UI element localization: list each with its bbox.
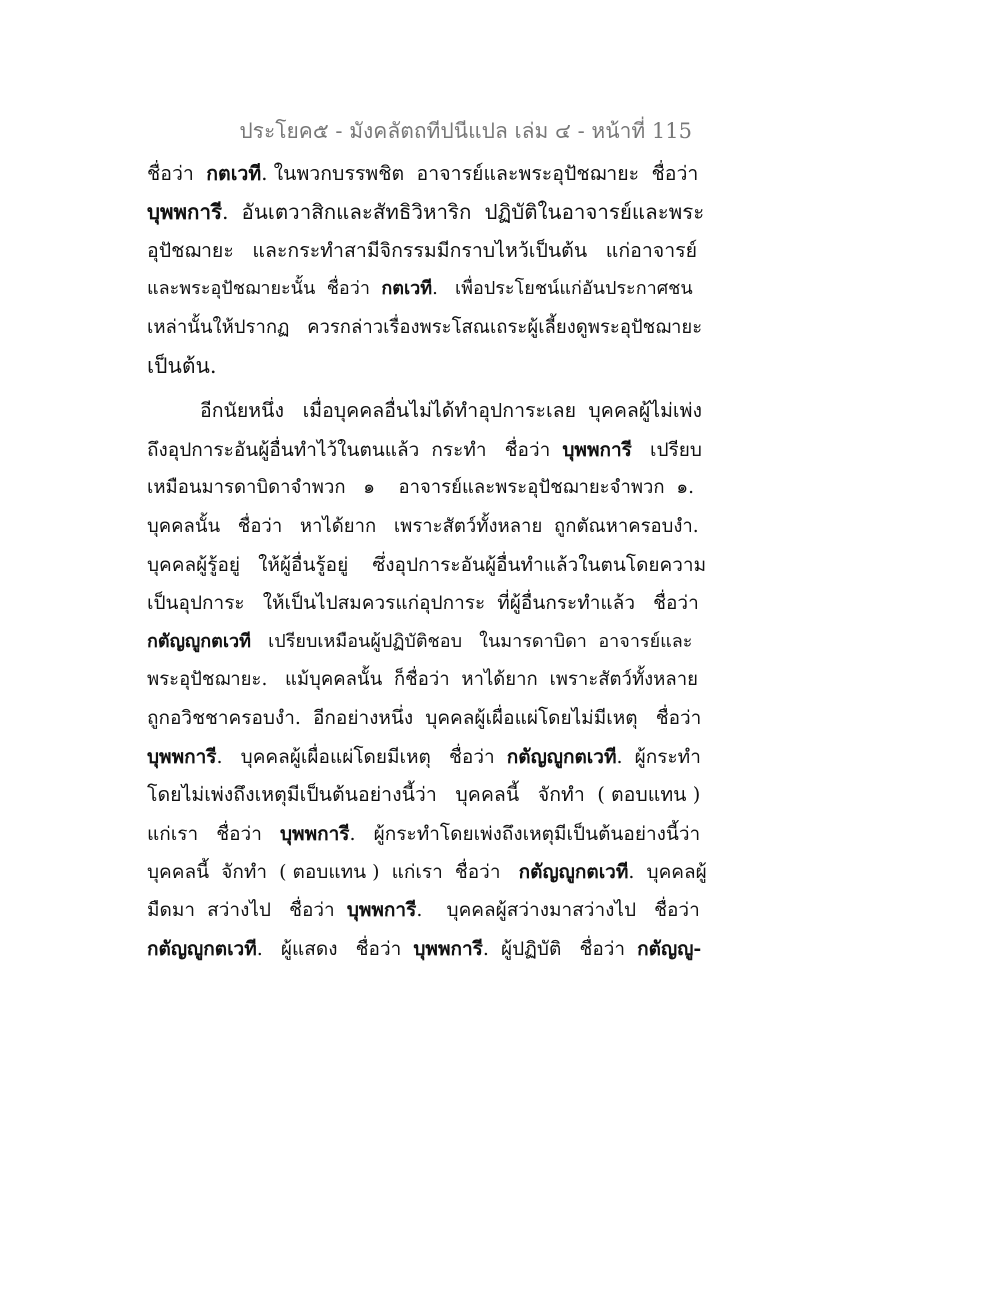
text-line (147, 392, 707, 430)
text-line (147, 930, 707, 968)
text-line (147, 699, 707, 737)
text-segment: โดยไม่เพ่งถึงเหตุมีเป็นต้นอย่างนี้ว่า บุคคลนี้ จักทำ ( ตอบแทน ) (147, 783, 701, 807)
text-segment: . บุคคลผู้ (628, 861, 707, 884)
text-segment: . ผู้ปฏิบัติ ชื่อว่า (482, 937, 638, 960)
text-segment: เปรียบ (631, 438, 702, 461)
text-segment: เป็นต้น. (147, 353, 217, 378)
bold-term: บุพพการี (413, 937, 483, 960)
text-segment: . ผู้แสดง ชื่อว่า (256, 937, 414, 960)
text-line (147, 155, 707, 193)
text-line (147, 193, 707, 231)
bold-term: กตัญญูกตเวที (147, 630, 251, 652)
text-segment: ชื่อว่า (147, 162, 207, 185)
text-segment: เปรียบเหมือนผู้ปฏิบัติชอบ ในมารดาบิดา อาจารย์และ (250, 630, 693, 652)
text-segment: . เพื่อประโยชน์แก่อันประกาศชน (432, 278, 693, 300)
text-line (147, 309, 707, 347)
running-header: ประโยค๕ - มังคลัตถทีปนีแปล เล่ม ๔ - หน้าที่ 115 (239, 119, 692, 143)
text-segment: . อันเตวาสิกและสัทธิวิหาริก ปฏิบัติในอาจารย์และพระ (221, 200, 705, 225)
text-segment: และพระอุปัชฌายะนั้น ชื่อว่า (147, 278, 382, 300)
bold-term: บุพพการี (147, 200, 222, 225)
text-segment: . บุคคลผู้สว่างมาสว่างไป ชื่อว่า (416, 899, 700, 922)
text-segment: . ผู้กระทำ (616, 745, 701, 768)
text-segment: พระอุปัชฌายะ. แม้บุคคลนั้น ก็ชื่อว่า หาได้ยาก เพราะสัตว์ทั้งหลาย (147, 669, 698, 691)
text-segment: อีกนัยหนึ่ง เมื่อบุคคลอื่นไม่ได้ทำอุปการะเลย บุคคลผู้ไม่เพ่ง (200, 399, 702, 423)
text-line (147, 232, 707, 270)
bold-term: กตเวที (206, 162, 262, 185)
text-line (147, 546, 707, 584)
text-line (147, 347, 707, 385)
text-line (147, 584, 707, 622)
text-segment: มืดมา สว่างไป ชื่อว่า (147, 899, 347, 922)
text-segment: เหมือนมารดาบิดาจำพวก ๑ อาจารย์และพระอุปัชฌายะจำพวก ๑. (147, 477, 695, 499)
text-segment: . ผู้กระทำโดยเพ่งถึงเหตุมีเป็นต้นอย่างนี้ว่า (349, 822, 701, 845)
text-segment: บุคคลผู้รู้อยู่ ให้ผู้อื่นรู้อยู่ ซึ่งอุปการะอันผู้อื่นทำแล้วในตนโดยความ (147, 553, 707, 576)
bold-term: บุพพการี (562, 438, 632, 461)
text-line (147, 891, 707, 929)
bold-term: กตัญญูกตเวที (506, 745, 617, 768)
bold-term: บุพพการี (147, 745, 217, 768)
text-segment: ถูกอวิชชาครอบงำ. อีกอย่างหนึ่ง บุคคลผู้เผื่อแผ่โดยไม่มีเหตุ ชื่อว่า (147, 707, 702, 730)
bold-term: กตัญญูกตเวที (518, 861, 629, 884)
text-line (147, 469, 707, 507)
bold-term: กตัญญู- (637, 937, 702, 960)
text-segment: บุคคลนั้น ชื่อว่า หาได้ยาก เพราะสัตว์ทั้งหลาย ถูกตัณหาครอบงำ. (147, 515, 699, 537)
text-line (147, 431, 707, 469)
text-line (147, 738, 707, 776)
bold-term: กตัญญูกตเวที (147, 937, 257, 960)
text-segment: บุคคลนี้ จักทำ ( ตอบแทน ) แก่เรา ชื่อว่า (147, 861, 519, 884)
text-segment: แก่เรา ชื่อว่า (147, 822, 280, 845)
text-segment: . บุคคลผู้เผื่อแผ่โดยมีเหตุ ชื่อว่า (216, 745, 507, 768)
text-line (147, 776, 707, 814)
bold-term: กตเวที (381, 278, 433, 300)
text-line (147, 270, 707, 308)
text-line (147, 853, 707, 891)
text-segment: . ในพวกบรรพชิต อาจารย์และพระอุปัชฌายะ ชื่อว่า (261, 162, 699, 185)
text-line (147, 661, 707, 699)
text-segment: เป็นอุปการะ ให้เป็นไปสมควรแก่อุปการะ ที่ผู้อื่นกระทำแล้ว ชื่อว่า (147, 592, 699, 615)
text-line (147, 623, 707, 661)
text-segment: อุปัชฌายะ และกระทำสามีจิกรรมมีกราบไหว้เป็นต้น แก่อาจารย์ (147, 238, 698, 262)
text-line (147, 815, 707, 853)
bold-term: บุพพการี (280, 822, 350, 845)
text-segment: เหล่านั้นให้ปรากฏ ควรกล่าวเรื่องพระโสณเถระผู้เลี้ยงดูพระอุปัชฌายะ (147, 316, 703, 338)
text-segment: ถึงอุปการะอันผู้อื่นทำไว้ในตนแล้ว กระทำ ชื่อว่า (147, 438, 563, 461)
text-line (147, 508, 707, 546)
body-text (147, 155, 707, 968)
bold-term: บุพพการี (346, 899, 417, 922)
